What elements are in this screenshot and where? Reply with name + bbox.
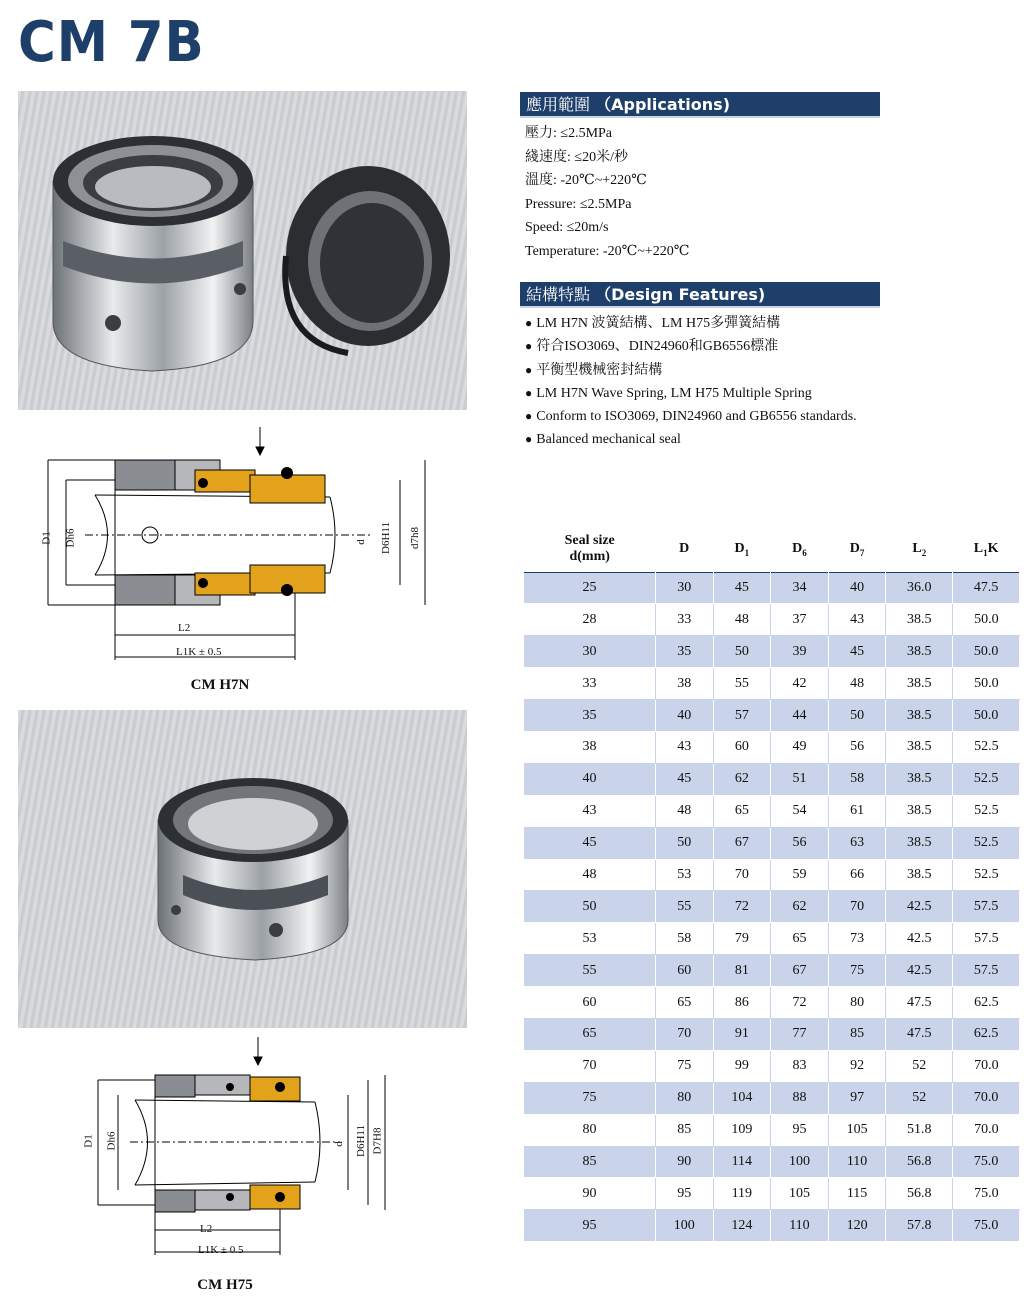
table-cell: 52.5 xyxy=(953,763,1020,795)
table-cell: 45 xyxy=(655,763,713,795)
table-cell: 105 xyxy=(828,1114,886,1146)
table-cell: 95 xyxy=(771,1114,829,1146)
features-header-cn: 結構特點 xyxy=(526,285,591,304)
table-cell: 30 xyxy=(655,572,713,604)
table-cell: 70.0 xyxy=(953,1082,1020,1114)
table-cell: 58 xyxy=(655,923,713,955)
table-row xyxy=(524,923,1020,955)
table-row xyxy=(524,668,1020,700)
applications-header-en: （Applications) xyxy=(595,95,731,114)
dim-label-dh6: Dh6 xyxy=(64,528,77,548)
table-cell: 51 xyxy=(771,763,829,795)
table-cell: 114 xyxy=(713,1146,771,1178)
table-cell: 60 xyxy=(524,987,655,1019)
table-cell: 62.5 xyxy=(953,987,1020,1019)
table-cell: 59 xyxy=(771,859,829,891)
table-cell: 55 xyxy=(655,891,713,923)
table-row xyxy=(524,1018,1020,1050)
dim-label-l2-h75: L2 xyxy=(200,1223,213,1235)
table-cell: 48 xyxy=(524,859,655,891)
feature-item: ● 平衡型機械密封結構 xyxy=(525,359,925,382)
table-row xyxy=(524,827,1020,859)
table-cell: 100 xyxy=(655,1210,713,1242)
table-cell: 72 xyxy=(713,891,771,923)
table-cell: 52.5 xyxy=(953,731,1020,763)
caption-h7n: CM H7N xyxy=(190,677,250,693)
table-cell: 52.5 xyxy=(953,795,1020,827)
table-cell: 38.5 xyxy=(886,700,953,732)
table-cell: 91 xyxy=(713,1018,771,1050)
table-cell: 124 xyxy=(713,1210,771,1242)
table-cell: 45 xyxy=(524,827,655,859)
table-cell: 50.0 xyxy=(953,700,1020,732)
table-cell: 75.0 xyxy=(953,1210,1020,1242)
table-cell: 38 xyxy=(524,731,655,763)
table-cell: 86 xyxy=(713,987,771,1019)
table-cell: 38.5 xyxy=(886,731,953,763)
table-cell: 52.5 xyxy=(953,827,1020,859)
table-row xyxy=(524,731,1020,763)
dim-label-d: d xyxy=(354,539,367,545)
table-cell: 42.5 xyxy=(886,955,953,987)
caption-h75: CM H75 xyxy=(197,1277,253,1293)
table-cell: 105 xyxy=(771,1178,829,1210)
table-cell: 60 xyxy=(713,731,771,763)
table-cell: 44 xyxy=(771,700,829,732)
table-row xyxy=(524,1050,1020,1082)
table-cell: 67 xyxy=(771,955,829,987)
applications-header-cn: 應用範圍 xyxy=(526,95,591,114)
table-cell: 104 xyxy=(713,1082,771,1114)
table-cell: 57.5 xyxy=(953,955,1020,987)
col-header-d1: $D_1$ xyxy=(734,540,750,558)
table-row xyxy=(524,604,1020,636)
table-cell: 97 xyxy=(828,1082,886,1114)
table-cell: 65 xyxy=(655,987,713,1019)
table-cell: 47.5 xyxy=(886,987,953,1019)
table-cell: 77 xyxy=(771,1018,829,1050)
dim-label-d1: D1 xyxy=(40,531,53,545)
table-row xyxy=(524,1210,1020,1242)
table-cell: 65 xyxy=(771,923,829,955)
table-row xyxy=(524,572,1020,604)
table-cell: 38.5 xyxy=(886,763,953,795)
table-cell: 66 xyxy=(828,859,886,891)
table-cell: 38.5 xyxy=(886,827,953,859)
table-cell: 100 xyxy=(771,1146,829,1178)
table-cell: 61 xyxy=(828,795,886,827)
table-cell: 79 xyxy=(713,923,771,955)
table-cell: 95 xyxy=(524,1210,655,1242)
table-cell: 63 xyxy=(828,827,886,859)
dim-label-dh6-h75: Dh6 xyxy=(105,1131,118,1151)
table-cell: 85 xyxy=(828,1018,886,1050)
table-cell: 80 xyxy=(524,1114,655,1146)
table-header-row xyxy=(524,527,1020,572)
table-cell: 36.0 xyxy=(886,572,953,604)
table-cell: 50.0 xyxy=(953,636,1020,668)
feature-item: ● Balanced mechanical seal xyxy=(525,428,925,451)
table-cell: 45 xyxy=(713,572,771,604)
table-cell: 43 xyxy=(655,731,713,763)
table-cell: 115 xyxy=(828,1178,886,1210)
table-cell: 53 xyxy=(655,859,713,891)
table-cell: 70.0 xyxy=(953,1114,1020,1146)
spec-item: 綫速度: ≤20米/秒 xyxy=(525,149,628,165)
table-cell: 47.5 xyxy=(886,1018,953,1050)
product-photo-h7n xyxy=(18,91,467,410)
table-cell: 90 xyxy=(655,1146,713,1178)
table-row xyxy=(524,636,1020,668)
table-cell: 42.5 xyxy=(886,891,953,923)
col-header-d: D xyxy=(679,541,690,557)
table-cell: 120 xyxy=(828,1210,886,1242)
table-cell: 88 xyxy=(771,1082,829,1114)
table-cell: 55 xyxy=(713,668,771,700)
table-cell: 83 xyxy=(771,1050,829,1082)
table-row xyxy=(524,763,1020,795)
table-cell: 50.0 xyxy=(953,604,1020,636)
table-cell: 85 xyxy=(655,1114,713,1146)
size-table xyxy=(524,527,1020,1242)
table-cell: 56 xyxy=(828,731,886,763)
table-cell: 42.5 xyxy=(886,923,953,955)
table-cell: 48 xyxy=(828,668,886,700)
table-cell: 38.5 xyxy=(886,668,953,700)
table-cell: 34 xyxy=(771,572,829,604)
table-cell: 43 xyxy=(828,604,886,636)
table-row xyxy=(524,955,1020,987)
dim-label-d-h75: d xyxy=(332,1141,345,1147)
table-row xyxy=(524,1146,1020,1178)
table-cell: 35 xyxy=(524,700,655,732)
table-cell: 75 xyxy=(524,1082,655,1114)
table-cell: 52 xyxy=(886,1050,953,1082)
col-header-l2: $L_2$ xyxy=(912,540,927,558)
table-cell: 95 xyxy=(655,1178,713,1210)
table-cell: 33 xyxy=(655,604,713,636)
table-cell: 56.8 xyxy=(886,1146,953,1178)
table-cell: 92 xyxy=(828,1050,886,1082)
product-photo-h75 xyxy=(18,710,467,1028)
table-cell: 53 xyxy=(524,923,655,955)
spec-item: Temperature: -20℃~+220℃ xyxy=(525,243,690,259)
table-cell: 90 xyxy=(524,1178,655,1210)
spec-item: Speed: ≤20m/s xyxy=(525,220,609,235)
applications-header xyxy=(520,92,880,118)
table-row xyxy=(524,987,1020,1019)
col-header-seal-size: Seal size d(mm) xyxy=(564,533,615,565)
table-cell: 56 xyxy=(771,827,829,859)
applications-list xyxy=(525,122,885,263)
table-row xyxy=(524,795,1020,827)
spec-item: 溫度: -20℃~+220℃ xyxy=(525,173,647,188)
table-cell: 70.0 xyxy=(953,1050,1020,1082)
feature-item: ● LM H7N Wave Spring, LM H75 Multiple Spring xyxy=(525,382,925,405)
table-cell: 75 xyxy=(828,955,886,987)
table-cell: 37 xyxy=(771,604,829,636)
table-cell: 80 xyxy=(828,987,886,1019)
table-cell: 57 xyxy=(713,700,771,732)
dim-label-d6h11: D6H11 xyxy=(379,522,392,554)
table-cell: 70 xyxy=(655,1018,713,1050)
table-cell: 75 xyxy=(655,1050,713,1082)
table-cell: 110 xyxy=(828,1146,886,1178)
table-cell: 40 xyxy=(828,572,886,604)
table-cell: 65 xyxy=(524,1018,655,1050)
table-cell: 43 xyxy=(524,795,655,827)
table-cell: 28 xyxy=(524,604,655,636)
table-cell: 49 xyxy=(771,731,829,763)
table-cell: 55 xyxy=(524,955,655,987)
dim-label-d6h11-h75: D6H11 xyxy=(354,1125,367,1157)
table-cell: 52 xyxy=(886,1082,953,1114)
table-cell: 65 xyxy=(713,795,771,827)
table-cell: 48 xyxy=(713,604,771,636)
table-cell: 50 xyxy=(655,827,713,859)
dim-label-l2: L2 xyxy=(178,622,191,634)
table-cell: 50 xyxy=(713,636,771,668)
col-header-l1k: $L_1K$ xyxy=(973,540,999,558)
table-cell: 62 xyxy=(771,891,829,923)
table-cell: 85 xyxy=(524,1146,655,1178)
table-cell: 38.5 xyxy=(886,795,953,827)
table-cell: 81 xyxy=(713,955,771,987)
feature-item: ● LM H7N 波簧結構、LM H75多彈簧結構 xyxy=(525,312,925,335)
table-cell: 47.5 xyxy=(953,572,1020,604)
table-cell: 58 xyxy=(828,763,886,795)
table-cell: 119 xyxy=(713,1178,771,1210)
table-cell: 57.8 xyxy=(886,1210,953,1242)
table-cell: 56.8 xyxy=(886,1178,953,1210)
table-cell: 109 xyxy=(713,1114,771,1146)
features-header xyxy=(520,282,880,308)
table-cell: 35 xyxy=(655,636,713,668)
table-cell: 40 xyxy=(655,700,713,732)
table-cell: 54 xyxy=(771,795,829,827)
spec-item: 壓力: ≤2.5MPa xyxy=(525,126,613,141)
feature-item: ● Conform to ISO3069, DIN24960 and GB6556 standards. xyxy=(525,405,925,428)
page-title: CM 7B xyxy=(18,10,205,75)
table-cell: 50 xyxy=(828,700,886,732)
table-row xyxy=(524,700,1020,732)
table-cell: 75.0 xyxy=(953,1178,1020,1210)
table-row xyxy=(524,1114,1020,1146)
table-cell: 52.5 xyxy=(953,859,1020,891)
table-cell: 70 xyxy=(828,891,886,923)
table-row xyxy=(524,891,1020,923)
table-cell: 62 xyxy=(713,763,771,795)
table-cell: 38.5 xyxy=(886,636,953,668)
table-cell: 99 xyxy=(713,1050,771,1082)
dim-label-d7h8-h75: D7H8 xyxy=(371,1127,384,1155)
table-body xyxy=(524,572,1020,1242)
table-cell: 50 xyxy=(524,891,655,923)
table-cell: 57.5 xyxy=(953,923,1020,955)
spec-item: Pressure: ≤2.5MPa xyxy=(525,196,632,212)
table-cell: 39 xyxy=(771,636,829,668)
table-cell: 72 xyxy=(771,987,829,1019)
dim-label-l1k: L1K ± 0.5 xyxy=(176,646,222,658)
table-cell: 60 xyxy=(655,955,713,987)
table-cell: 38 xyxy=(655,668,713,700)
table-cell: 62.5 xyxy=(953,1018,1020,1050)
features-list xyxy=(525,312,925,452)
table-cell: 30 xyxy=(524,636,655,668)
table-cell: 57.5 xyxy=(953,891,1020,923)
table-cell: 33 xyxy=(524,668,655,700)
dim-label-d7h8: d7h8 xyxy=(409,527,421,549)
features-header-en: （Design Features) xyxy=(595,285,766,304)
table-cell: 70 xyxy=(713,859,771,891)
feature-item: ● 符合ISO3069、DIN24960和GB6556標准 xyxy=(525,335,925,358)
table-cell: 45 xyxy=(828,636,886,668)
table-row xyxy=(524,1178,1020,1210)
table-cell: 40 xyxy=(524,763,655,795)
table-cell: 50.0 xyxy=(953,668,1020,700)
table-cell: 80 xyxy=(655,1082,713,1114)
col-header-d6: $D_6$ xyxy=(792,540,807,558)
dim-label-d1-h75: D1 xyxy=(82,1134,95,1148)
table-cell: 48 xyxy=(655,795,713,827)
table-cell: 110 xyxy=(771,1210,829,1242)
table-cell: 75.0 xyxy=(953,1146,1020,1178)
col-header-d7: $D_7$ xyxy=(849,540,865,558)
table-cell: 38.5 xyxy=(886,604,953,636)
table-cell: 38.5 xyxy=(886,859,953,891)
table-cell: 70 xyxy=(524,1050,655,1082)
table-cell: 73 xyxy=(828,923,886,955)
table-cell: 67 xyxy=(713,827,771,859)
table-cell: 42 xyxy=(771,668,829,700)
table-row xyxy=(524,1082,1020,1114)
table-cell: 51.8 xyxy=(886,1114,953,1146)
dim-label-l1k-h75: L1K ± 0.5 xyxy=(198,1244,244,1256)
table-row xyxy=(524,859,1020,891)
table-cell: 25 xyxy=(524,572,655,604)
